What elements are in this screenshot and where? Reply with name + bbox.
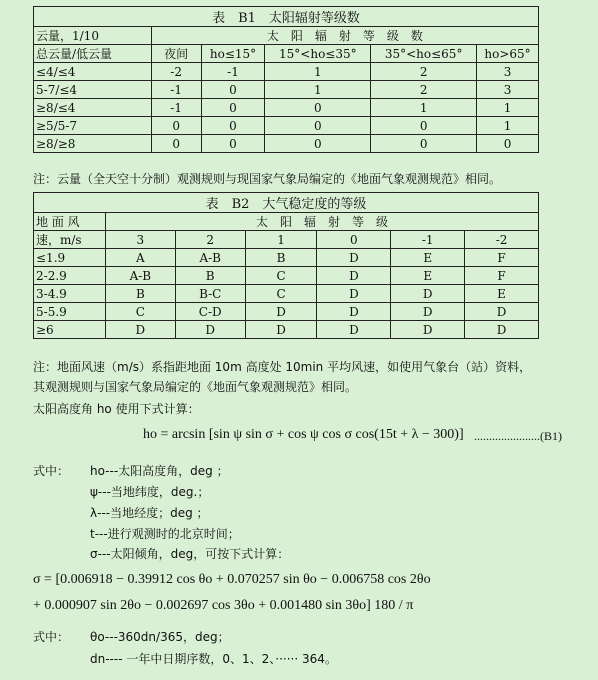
definition-item: σ---太阳倾角，deg，可按下式计算：: [90, 547, 290, 561]
row-label: ≥8/≤4: [34, 99, 152, 117]
table-cell: 0: [371, 117, 477, 135]
table-cell: D: [317, 321, 391, 339]
note-1: 注：云量（全天空十分制）观测规则与现国家气象局编定的《地面气象观测规范》相同。: [33, 172, 502, 186]
column-header: 15°<ho≤35°: [265, 45, 371, 63]
table-cell: C: [105, 303, 175, 321]
column-header: 夜间: [151, 45, 201, 63]
table-cell: A: [105, 249, 175, 267]
row-label: ≤1.9: [34, 249, 106, 267]
definition-item: dn---- 一年中日期序数，0、1、2、······ 364。: [90, 652, 337, 666]
table-b1-header-row: [34, 45, 539, 63]
table-b1-header-left-2: 总云量/低云量: [34, 45, 152, 63]
row-label: 5-7/≤4: [34, 81, 152, 99]
definition-item: t---进行观测时的北京时间；: [90, 527, 240, 541]
table-cell: 0: [265, 135, 371, 153]
column-header: ho>65°: [477, 45, 539, 63]
table-b1-header-left-1: 云量，1/10: [34, 27, 152, 45]
table-b2-header-left-2: 速，m/s: [34, 231, 106, 249]
table-cell: E: [391, 267, 465, 285]
table-cell: A-B: [175, 249, 245, 267]
table-cell: B: [175, 267, 245, 285]
table-cell: -1: [201, 63, 265, 81]
table-row: [34, 303, 539, 321]
table-row: [34, 117, 539, 135]
table-cell: D: [465, 321, 539, 339]
table-cell: 0: [265, 99, 371, 117]
table-cell: B-C: [175, 285, 245, 303]
table-cell: D: [245, 321, 317, 339]
table-cell: B: [245, 249, 317, 267]
table-cell: 1: [477, 99, 539, 117]
table-b2-header-right: 太 阳 辐 射 等 级: [105, 213, 538, 231]
where-label-2: 式中：: [33, 630, 70, 644]
column-header: -2: [465, 231, 539, 249]
table-cell: D: [465, 303, 539, 321]
table-cell: B: [105, 285, 175, 303]
table-cell: 0: [371, 135, 477, 153]
table-cell: A-B: [105, 267, 175, 285]
table-b1-caption: 表 B1 太阳辐射等级数: [34, 7, 539, 27]
table-cell: 1: [477, 117, 539, 135]
table-row: [34, 267, 539, 285]
column-header: 0: [317, 231, 391, 249]
table-cell: D: [245, 303, 317, 321]
column-header: ho≤15°: [201, 45, 265, 63]
table-cell: 0: [201, 135, 265, 153]
table-cell: 0: [201, 81, 265, 99]
table-cell: D: [317, 249, 391, 267]
column-header: 1: [245, 231, 317, 249]
formula-sigma-line-2: + 0.000907 sin 2θo − 0.002697 cos 3θo + 0.001480 sin 3θo] 180 / π: [33, 598, 414, 613]
table-cell: F: [465, 267, 539, 285]
table-cell: -1: [151, 99, 201, 117]
table-row: [34, 321, 539, 339]
row-label: 3-4.9: [34, 285, 106, 303]
table-row: [34, 285, 539, 303]
table-row: [34, 135, 539, 153]
table-cell: C-D: [175, 303, 245, 321]
table-cell: 2: [371, 63, 477, 81]
column-header: 3: [105, 231, 175, 249]
table-cell: D: [105, 321, 175, 339]
column-header: -1: [391, 231, 465, 249]
table-cell: -2: [151, 63, 201, 81]
table-cell: D: [175, 321, 245, 339]
table-cell: 2: [371, 81, 477, 99]
row-label: 2-2.9: [34, 267, 106, 285]
table-cell: F: [465, 249, 539, 267]
table-cell: 3: [477, 81, 539, 99]
table-b2-header-left-1: 地 面 风: [34, 213, 106, 231]
definition-item: ψ---当地纬度，deg.；: [90, 485, 210, 499]
intro-text: 太阳高度角 ho 使用下式计算：: [33, 402, 200, 416]
table-cell: 0: [477, 135, 539, 153]
note-2-line-2: 其观测规则与国家气象局编定的《地面气象观测规范》相同。: [33, 380, 358, 394]
table-cell: D: [317, 285, 391, 303]
table-row: [34, 63, 539, 81]
note-2-line-1: 注：地面风速（m/s）系指距地面 10m 高度处 10min 平均风速，如使用气象台（站）资料，: [33, 360, 532, 374]
table-b1: [33, 6, 539, 153]
table-cell: D: [391, 285, 465, 303]
table-b1-header-right: 太 阳 辐 射 等 级 数: [151, 27, 538, 45]
row-label: 5-5.9: [34, 303, 106, 321]
table-row: [34, 249, 539, 267]
table-cell: 0: [151, 135, 201, 153]
table-b2: [33, 192, 539, 339]
column-header: 2: [175, 231, 245, 249]
table-cell: 0: [151, 117, 201, 135]
table-b2-caption: 表 B2 大气稳定度的等级: [34, 193, 539, 213]
table-cell: C: [245, 267, 317, 285]
row-label: ≥8/≥8: [34, 135, 152, 153]
table-cell: E: [391, 249, 465, 267]
table-row: [34, 81, 539, 99]
formula-sigma-line-1: σ = [0.006918 − 0.39912 cos θo + 0.070257 sin θo − 0.006758 cos 2θo: [33, 572, 431, 587]
table-cell: E: [465, 285, 539, 303]
table-b2-header-row: [34, 231, 539, 249]
table-cell: 1: [265, 81, 371, 99]
row-label: ≥5/5-7: [34, 117, 152, 135]
table-cell: D: [391, 303, 465, 321]
table-cell: 1: [265, 63, 371, 81]
formula-b1-tag: ......................(B1): [474, 429, 562, 443]
table-cell: D: [317, 267, 391, 285]
row-label: ≥6: [34, 321, 106, 339]
column-header: 35°<ho≤65°: [371, 45, 477, 63]
definition-item: θo---360dn/365，deg；: [90, 630, 230, 644]
definition-item: λ---当地经度；deg ；: [90, 506, 209, 520]
table-cell: D: [317, 303, 391, 321]
table-cell: 0: [201, 99, 265, 117]
table-cell: 0: [265, 117, 371, 135]
table-cell: 3: [477, 63, 539, 81]
where-label: 式中：: [33, 464, 70, 478]
table-cell: D: [391, 321, 465, 339]
table-cell: C: [245, 285, 317, 303]
table-cell: 0: [201, 117, 265, 135]
table-cell: 1: [371, 99, 477, 117]
formula-b1: ho = arcsin [sin ψ sin σ + cos ψ cos σ cos(15t + λ − 300)]: [143, 427, 464, 442]
row-label: ≤4/≤4: [34, 63, 152, 81]
table-row: [34, 99, 539, 117]
definition-item: ho---太阳高度角，deg ；: [90, 464, 229, 478]
table-cell: -1: [151, 81, 201, 99]
